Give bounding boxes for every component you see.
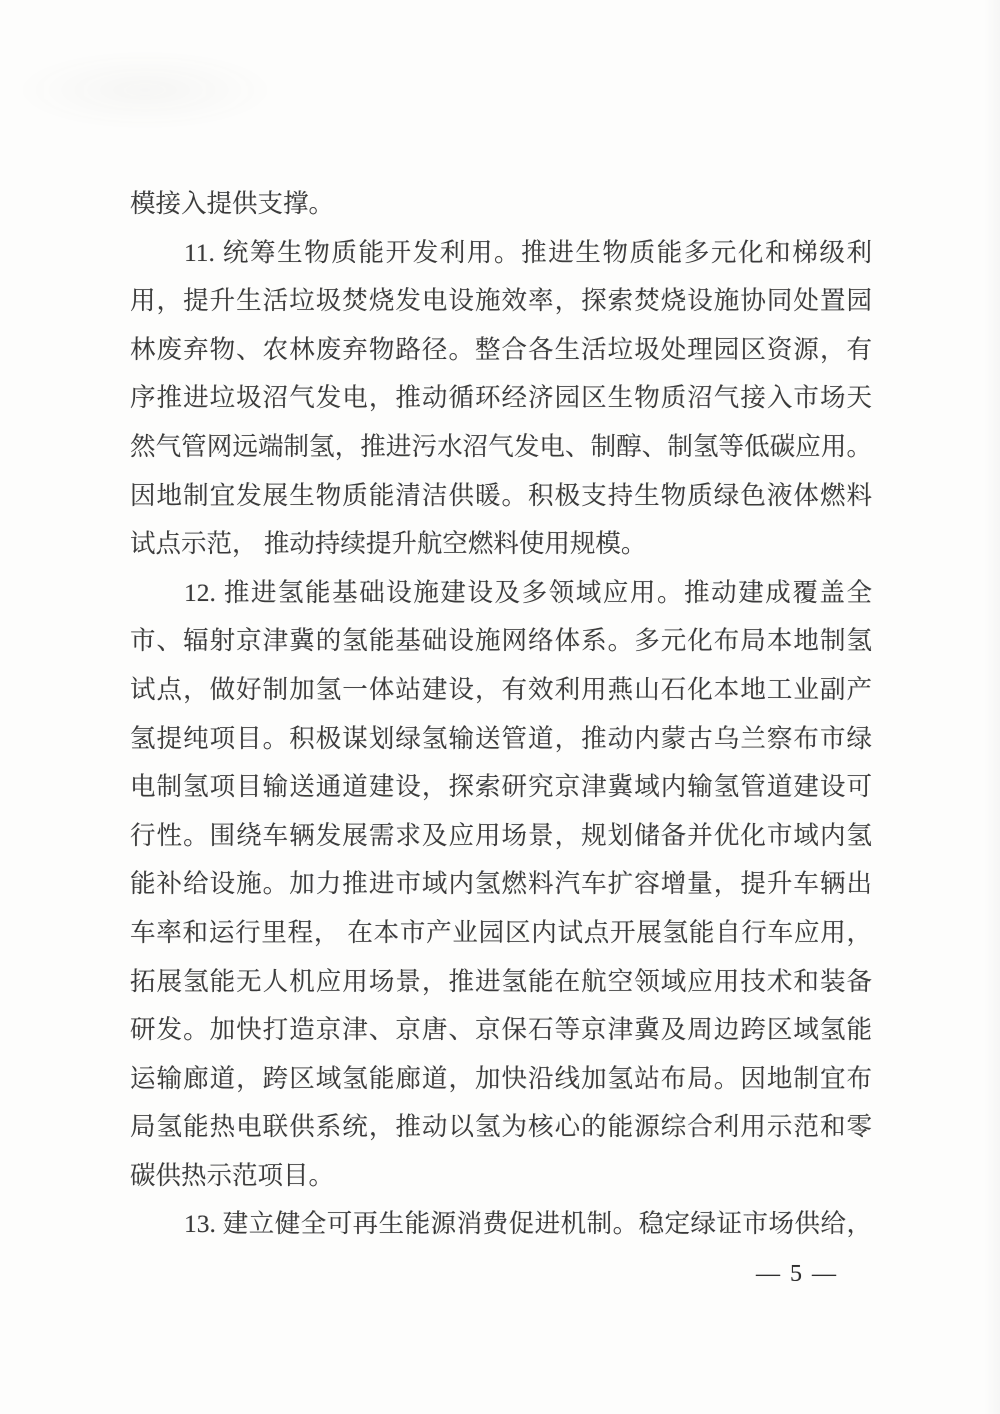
scan-smudge-artifact: [15, 50, 275, 130]
text-line: 运输廊道，跨区域氢能廊道，加快沿线加氢站布局。因地制宜布: [130, 1063, 872, 1093]
text-line: 行性。围绕车辆发展需求及应用场景，规划储备并优化市域内氢: [130, 820, 872, 850]
text-line: 模接入提供支撑。: [130, 189, 335, 218]
text-line: 电制氢项目输送通道建设，探索研究京津冀域内输氢管道建设可: [130, 772, 872, 802]
text-line: 能补给设施。加力推进市域内氢燃料汽车扩容增量，提升车辆出: [130, 869, 872, 899]
text-line: 拓展氢能无人机应用场景，推进氢能在航空领域应用技术和装备: [130, 966, 872, 996]
text-line: 12. 推进氢能基础设施建设及多领域应用。推动建成覆盖全: [184, 577, 872, 607]
scan-edge-shade: [984, 0, 1000, 1414]
text-line: 试点，做好制加氢一体站建设，有效利用燕山石化本地工业副产: [130, 674, 872, 704]
text-line: 碳供热示范项目。: [130, 1160, 335, 1190]
page-footer: [756, 1258, 838, 1290]
text-line: 然气管网远端制氢，推进污水沼气发电、制醇、制氢等低碳应用。: [130, 431, 872, 461]
text-line: 车率和运行里程， 在本市产业园区内试点开展氢能自行车应用，: [130, 917, 872, 947]
text-line: 市、辐射京津冀的氢能基础设施网络体系。多元化布局本地制氢: [130, 626, 872, 656]
text-line: 13. 建立健全可再生能源消费促进机制。稳定绿证市场供给，: [184, 1209, 872, 1239]
text-line: 研发。加快打造京津、京唐、京保石等京津冀及周边跨区域氢能: [130, 1015, 872, 1045]
text-line: 林废弃物、农林废弃物路径。整合各生活垃圾处理园区资源，有: [130, 334, 872, 364]
text-line: 11. 统筹生物质能开发利用。推进生物质能多元化和梯级利: [184, 237, 872, 267]
text-line: 用，提升生活垃圾焚烧发电设施效率，探索焚烧设施协同处置园: [130, 286, 872, 316]
text-line: 因地制宜发展生物质能清洁供暖。积极支持生物质绿色液体燃料: [130, 480, 872, 510]
text-line: 氢提纯项目。积极谋划绿氢输送管道，推动内蒙古乌兰察布市绿: [130, 723, 872, 753]
text-line: 序推进垃圾沼气发电，推动循环经济园区生物质沼气接入市场天: [130, 383, 872, 413]
text-line: 局氢能热电联供系统，推动以氢为核心的能源综合利用示范和零: [130, 1112, 872, 1142]
document-body: [130, 180, 872, 1249]
page-number: — 5 —: [756, 1261, 838, 1287]
text-line: 试点示范， 推动持续提升航空燃料使用规模。: [130, 529, 647, 559]
